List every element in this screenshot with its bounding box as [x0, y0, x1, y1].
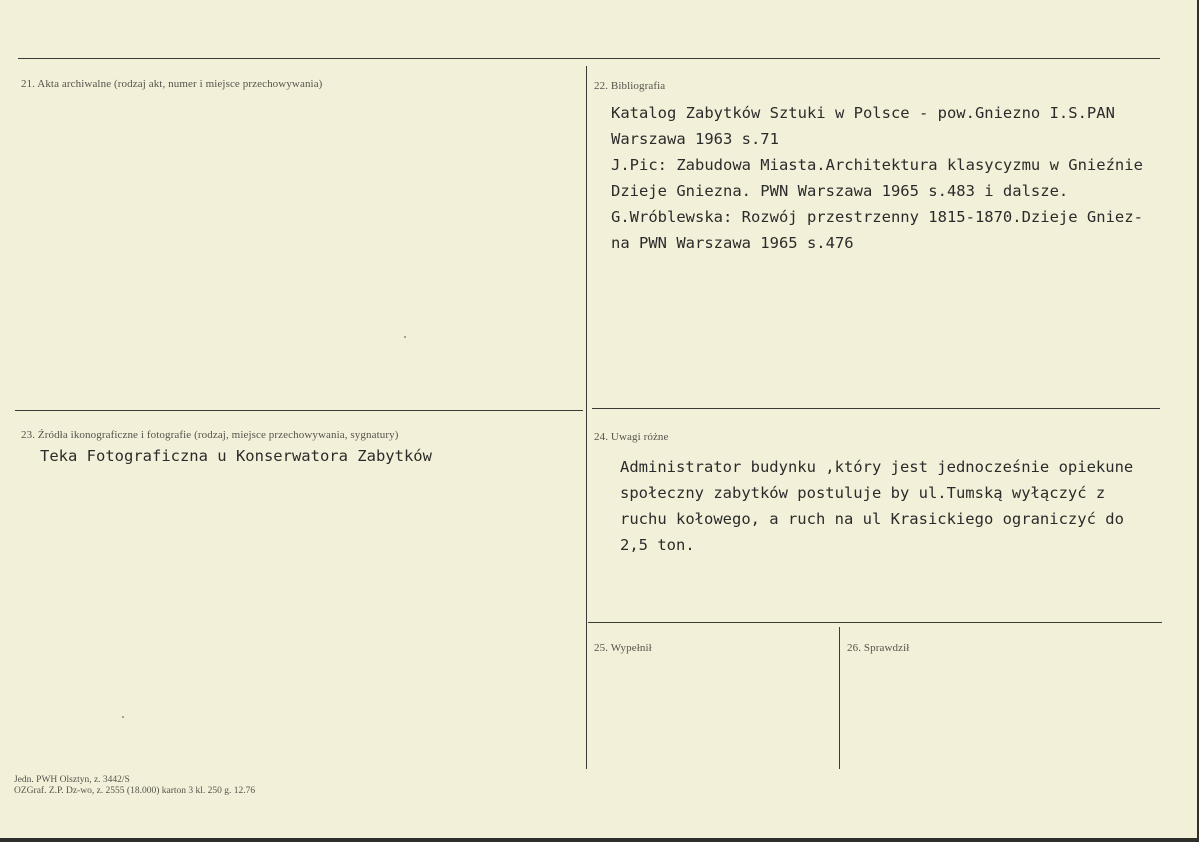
signature-divider	[839, 627, 840, 769]
signature-rule	[588, 622, 1162, 623]
remarks-line: ruchu kołowego, a ruch na ul Krasickiego ograniczyć do	[620, 510, 1124, 528]
top-rule	[18, 58, 1160, 59]
field-22-label: 22. Bibliografia	[594, 80, 666, 92]
paper-speck	[404, 336, 406, 338]
field-21-label: 21. Akta archiwalne (rodzaj akt, numer i miejsce przechowywania)	[21, 78, 323, 90]
remarks-line: 2,5 ton.	[620, 536, 695, 554]
field-25-label: 25. Wypełnił	[594, 642, 652, 654]
paper-speck	[122, 716, 124, 718]
remarks-line: Administrator budynku ,który jest jednocześnie opiekune	[620, 458, 1134, 476]
bibliography-line: Katalog Zabytków Sztuki w Polsce - pow.Gniezno I.S.PAN	[611, 104, 1115, 122]
center-divider	[586, 66, 587, 769]
remarks-text	[620, 454, 1133, 558]
field-23-label: 23. Źródła ikonograficzne i fotografie (rodzaj, miejsce przechowywania, sygnatury)	[21, 429, 399, 441]
iconographic-sources-text: Teka Fotograficzna u Konserwatora Zabytków	[40, 447, 432, 465]
left-mid-rule	[15, 410, 583, 411]
bibliography-line: J.Pic: Zabudowa Miasta.Architektura klasycyzmu w Gnieźnie	[611, 156, 1143, 174]
bibliography-line: na PWN Warszawa 1965 s.476	[611, 234, 854, 252]
bibliography-text	[611, 100, 1143, 256]
right-mid-rule	[592, 408, 1160, 409]
print-info-line-2: OZGraf. Z.P. Dz-wo, z. 2555 (18.000) karton 3 kl. 250 g. 12.76	[14, 786, 256, 796]
bibliography-line: Warszawa 1963 s.71	[611, 130, 779, 148]
bibliography-line: Dzieje Gniezna. PWN Warszawa 1965 s.483 i dalsze.	[611, 182, 1069, 200]
remarks-line: społeczny zabytków postuluje by ul.Tumską wyłączyć z	[620, 484, 1106, 502]
bibliography-line: G.Wróblewska: Rozwój przestrzenny 1815-1870.Dzieje Gniez-	[611, 208, 1143, 226]
field-26-label: 26. Sprawdził	[847, 642, 910, 654]
print-info-line-1: Jedn. PWH Olsztyn, z. 3442/S	[14, 775, 130, 785]
field-24-label: 24. Uwagi różne	[594, 431, 669, 443]
